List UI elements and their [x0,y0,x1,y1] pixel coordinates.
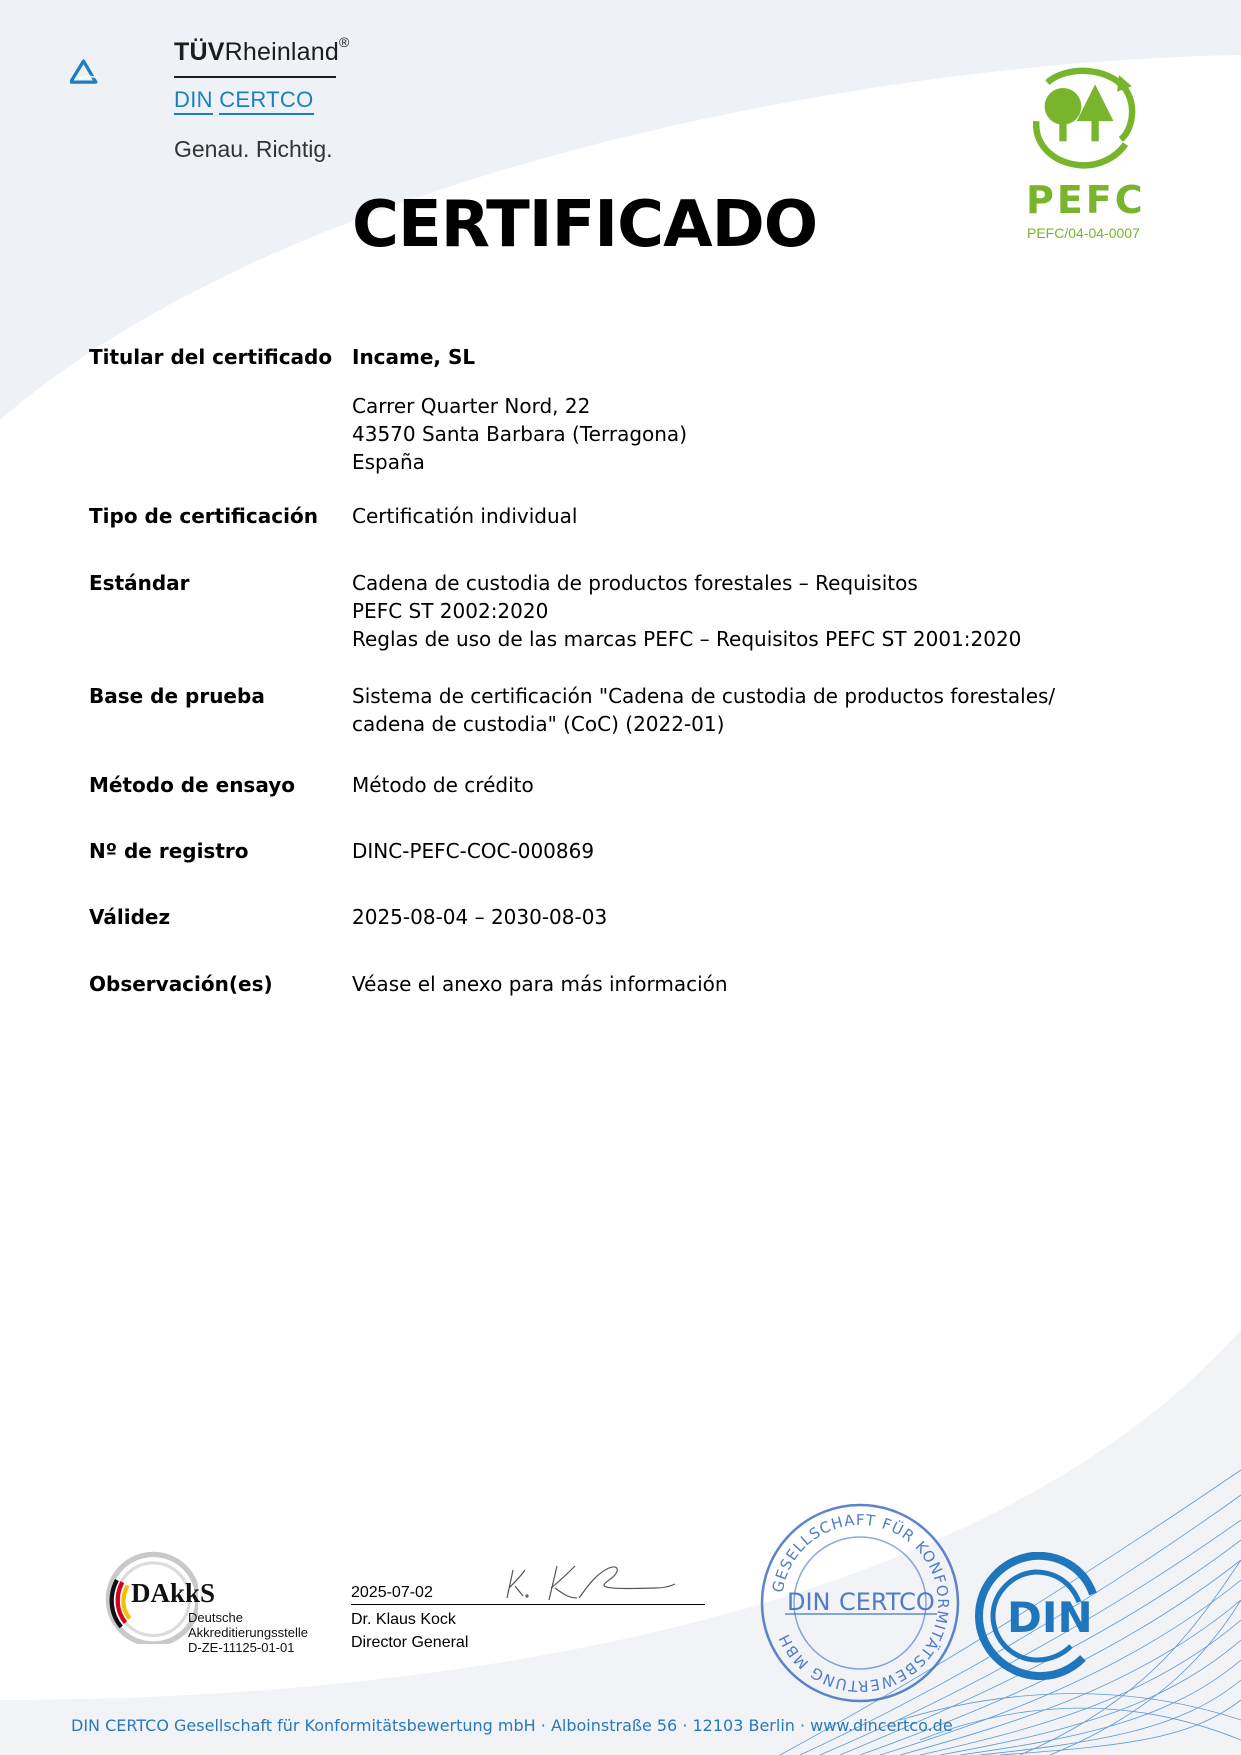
validity-label: Válidez [89,905,171,929]
tuv-brand [174,34,350,67]
din-word: DIN [174,87,213,115]
tuv-divider [174,76,336,78]
registration-value: DINC-PEFC-COC-000869 [352,839,595,863]
cert-type-value: Certificatión individual [352,504,578,528]
tuv-brand-bold: TÜV [174,38,225,66]
dincertco-wordmark [174,87,314,113]
certco-word: CERTCO [219,87,313,115]
stamp-ring-text: GESELLSCHAFT FÜR KONFORMITÄTSBEWERTUNG MBH [768,1510,953,1696]
signature-line [351,1604,705,1605]
standard-line3: Reglas de uso de las marcas PEFC – Requisitos PEFC ST 2001:2020 [352,627,1022,651]
handwritten-signature [505,1560,685,1604]
holder-name: Incame, SL [352,345,476,369]
standard-label: Estándar [89,571,190,595]
remarks-label: Observación(es) [89,972,273,996]
standard-line1: Cadena de custodia de productos forestales – Requisitos [352,571,918,595]
signature-date: 2025-07-02 [351,1584,433,1601]
standard-line2: PEFC ST 2002:2020 [352,599,549,623]
validity-value: 2025-08-04 – 2030-08-03 [352,905,608,929]
dakks-line2: Akkreditierungsstelle [188,1625,308,1640]
dincertco-stamp [757,1500,963,1706]
remarks-value: Véase el anexo para más información [352,972,728,996]
pefc-code: PEFC/04-04-0007 [1027,225,1140,241]
pefc-tree-logo [1026,66,1144,178]
din-logo [975,1552,1103,1680]
test-basis-line2: cadena de custodia" (CoC) (2022-01) [352,712,725,736]
holder-address-line3: España [352,450,425,474]
tuv-brand-rest: Rheinland [224,38,339,66]
tuv-slogan: Genau. Richtig. [174,136,333,162]
test-basis-label: Base de prueba [89,684,265,708]
registration-label: Nº de registro [89,839,249,863]
signer-role: Director General [351,1634,469,1651]
test-basis-line1: Sistema de certificación "Cadena de custodia de productos forestales/ [352,684,1056,708]
signer-block [351,1608,468,1654]
dakks-name: DAkkS [131,1578,216,1608]
tuv-triangle-logo [70,40,160,120]
dakks-line1: Deutsche [188,1610,243,1625]
test-method-label: Método de ensayo [89,773,295,797]
test-method-value: Método de crédito [352,773,534,797]
stamp-certco-text: CERTCO [839,1588,935,1616]
footer-address: DIN CERTCO Gesellschaft für Konformitätsbewertung mbH · Alboinstraße 56 · 12103 Berlin · www.dincertco.de [71,1716,953,1735]
signer-name: Dr. Klaus Kock [351,1611,456,1628]
holder-label: Titular del certificado [89,345,333,369]
cert-type-label: Tipo de certificación [89,504,318,528]
holder-address-line2: 43570 Santa Barbara (Terragona) [352,422,687,446]
pefc-wordmark: PEFC [1026,178,1146,222]
registered-mark: ® [339,34,350,50]
certificate-title: CERTIFICADO [352,188,818,262]
stamp-din-text: DIN [787,1588,831,1616]
din-logo-text: DIN [1007,1593,1093,1642]
dakks-line3: D-ZE-11125-01-01 [188,1640,295,1655]
holder-address-line1: Carrer Quarter Nord, 22 [352,394,591,418]
